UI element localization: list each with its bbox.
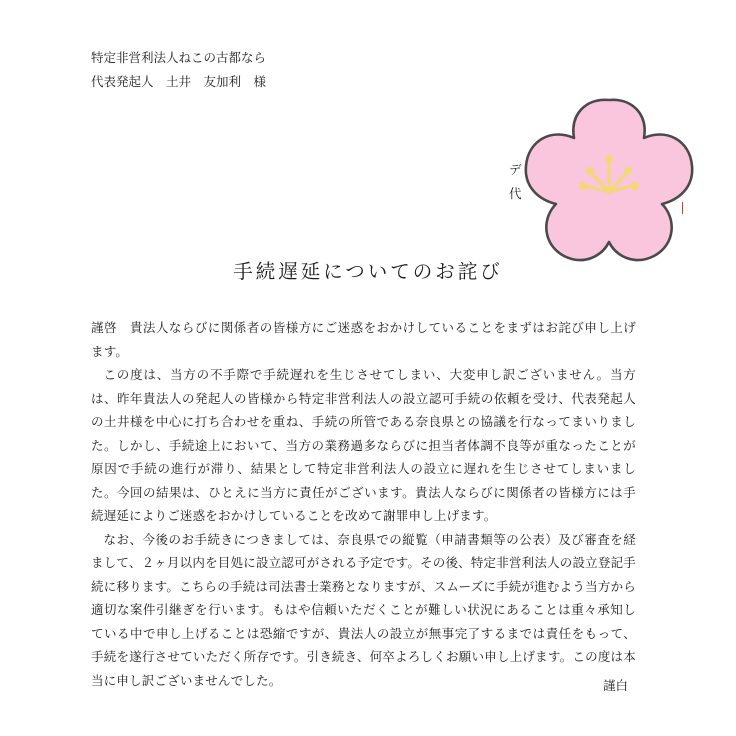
paragraph-next-steps: なお、今後のお手続きにつきましては、奈良県での縦覧（申請書類等の公表）及び審査を経まして、２ヶ月以内を目処に設立認可がされる予定です。その後、特定非営利法人の設立登記手続に移ります。こちらの手続は司法書士業務となりますが、スムーズに手続が進むよう当方から適切な案件引継ぎを行います。もはや信頼いただくことが難しい状況にあることは重々承知している中で申し上げることは恐縮ですが、貴法人の設立が無事完了するまでは責任をもって、手続を遂行させていただく所存です。引き続き、何卒よろしくお願い申し上げます。この度は本当に申し訳ございませんでした。 [91, 531, 636, 688]
plum-blossom-icon [520, 94, 698, 266]
recipient-organization: 特定非営利法人ねこの古都なら [91, 50, 267, 65]
letter-body [91, 316, 636, 692]
sender-line-1: デ [509, 162, 522, 177]
page-title: 手続遅延についてのお詫び [233, 260, 503, 283]
sender-line-2: 代 [509, 186, 522, 201]
closing-word: 謹白 [602, 678, 628, 693]
recipient-block [91, 46, 266, 94]
paragraph-opening: 謹啓 貴法人ならびに関係者の皆様方にご迷惑をおかけしていることをまずはお詫び申し上げます。 [91, 320, 636, 359]
paragraph-apology: この度は、当方の不手際で手続遅れを生じさせてしまい、大変申し訳ございません。当方は、昨年貴法人の発起人の皆様から特定非営利法人の設立認可手続の依頼を受け、代表発起人の土井様を中心に打ち合わせを重ね、手続の所管である奈良県との協議を行なってまいりました。しかし、手続途上において、当方の業務過多ならびに担当者体調不良等が重なったことが原因で手続の進行が滞り、結果として特定非営利法人の設立に遅れを生じさせてしまいました。今回の結果は、ひとえに当方に責任がございます。貴法人ならびに関係者の皆様方には手続遅延によりご迷惑をおかけしていることを改めて謝罪申し上げます。 [91, 367, 636, 523]
recipient-person: 代表発起人 土井 友加利 様 [91, 74, 267, 89]
